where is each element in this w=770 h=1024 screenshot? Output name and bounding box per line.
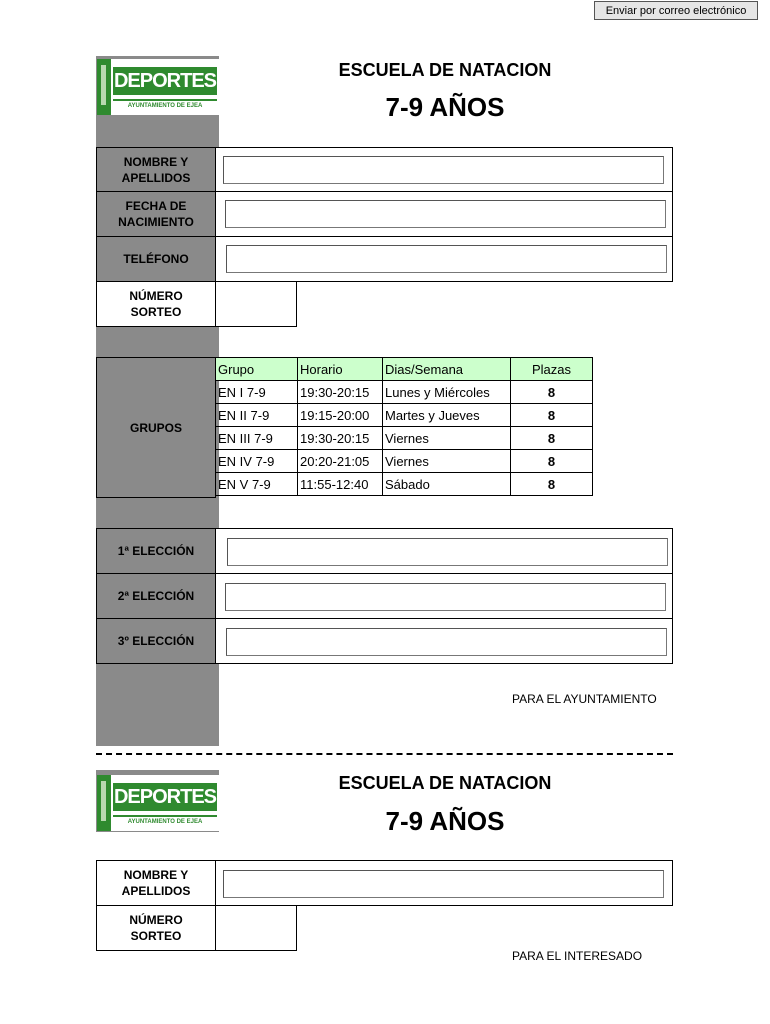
first-election-text: 1ª ELECCIÓN	[117, 544, 195, 558]
cut-line	[96, 753, 673, 755]
deportes-logo-copy	[97, 775, 219, 831]
send-email-button[interactable]: Enviar por correo electrónico	[594, 1, 758, 20]
copy-nombre-label	[96, 860, 216, 906]
para-ayuntamiento-caption: PARA EL AYUNTAMIENTO	[512, 692, 657, 706]
horario-cell: 19:15-20:00	[298, 404, 383, 427]
telefono-label	[96, 236, 216, 282]
copy-nombre-label-text: NOMBRE Y APELLIDOS	[121, 868, 191, 898]
fecha-label-text: FECHA DE NACIMIENTO	[118, 199, 194, 229]
grupo-cell: EN II 7-9	[216, 404, 298, 427]
plazas-cell: 8	[511, 427, 593, 450]
nombre-cell	[215, 147, 673, 192]
header-dias: Dias/Semana	[383, 358, 511, 381]
grupo-cell: EN I 7-9	[216, 381, 298, 404]
grupo-cell: EN IV 7-9	[216, 450, 298, 473]
second-election-cell	[215, 573, 673, 619]
horario-cell: 19:30-20:15	[298, 427, 383, 450]
copy-numero-sorteo-cell	[215, 905, 297, 951]
numero-sorteo-cell	[215, 281, 297, 327]
third-election-label	[96, 618, 216, 664]
copy-numero-label-text: NÚMERO SORTEO	[129, 913, 183, 943]
second-election-input[interactable]	[225, 583, 666, 611]
copy-subtitle: 7-9 AÑOS	[385, 806, 505, 836]
table-row	[216, 381, 593, 404]
plazas-cell: 8	[511, 450, 593, 473]
second-election-label	[96, 573, 216, 619]
third-election-text: 3º ELECCIÓN	[117, 634, 195, 648]
copy-numero-sorteo-label	[96, 905, 216, 951]
grupo-cell: EN III 7-9	[216, 427, 298, 450]
dias-cell: Sábado	[383, 473, 511, 496]
plazas-cell: 8	[511, 381, 593, 404]
nombre-label-text: NOMBRE Y APELLIDOS	[121, 154, 191, 185]
fecha-label	[96, 191, 216, 237]
table-row	[216, 450, 593, 473]
plazas-cell: 8	[511, 473, 593, 496]
groups-table-header	[216, 358, 593, 381]
copy-title: ESCUELA DE NATACION	[338, 773, 552, 793]
copy-nombre-cell	[215, 860, 673, 906]
numero-sorteo-label	[96, 281, 216, 327]
grupos-label-text: GRUPOS	[129, 420, 182, 435]
numero-label-text: NÚMERO SORTEO	[129, 289, 183, 319]
copy-nombre-input[interactable]	[223, 870, 664, 898]
page-subtitle: 7-9 AÑOS	[385, 92, 505, 122]
horario-cell: 20:20-21:05	[298, 450, 383, 473]
first-election-cell	[215, 528, 673, 574]
dias-cell: Viernes	[383, 450, 511, 473]
first-election-label	[96, 528, 216, 574]
telefono-label-text: TELÉFONO	[123, 252, 189, 266]
deportes-logo	[97, 59, 219, 115]
logo-bar	[97, 775, 111, 831]
horario-cell: 11:55-12:40	[298, 473, 383, 496]
nombre-input[interactable]	[223, 156, 664, 184]
header-plazas: Plazas	[511, 358, 593, 381]
second-election-text: 2ª ELECCIÓN	[117, 589, 195, 603]
logo-bar	[97, 59, 111, 115]
first-election-input[interactable]	[227, 538, 668, 566]
header-grupo: Grupo	[216, 358, 298, 381]
page-title: ESCUELA DE NATACION	[338, 60, 552, 80]
dias-cell: Martes y Jueves	[383, 404, 511, 427]
para-interesado-caption: PARA EL INTERESADO	[512, 949, 643, 963]
plazas-cell: 8	[511, 404, 593, 427]
telefono-cell	[215, 236, 673, 282]
third-election-cell	[215, 618, 673, 664]
nombre-label	[96, 147, 216, 192]
logo-word: DEPORTES	[113, 67, 217, 95]
logo-word: DEPORTES	[113, 783, 217, 811]
table-row	[216, 473, 593, 496]
telefono-input[interactable]	[226, 245, 667, 273]
groups-table	[215, 357, 593, 496]
third-election-input[interactable]	[226, 628, 667, 656]
dias-cell: Viernes	[383, 427, 511, 450]
table-row	[216, 427, 593, 450]
logo-subtitle: AYUNTAMIENTO DE EJEA	[113, 815, 217, 827]
dias-cell: Lunes y Miércoles	[383, 381, 511, 404]
grupo-cell: EN V 7-9	[216, 473, 298, 496]
logo-subtitle: AYUNTAMIENTO DE EJEA	[113, 99, 217, 111]
table-row	[216, 404, 593, 427]
fecha-nacimiento-input[interactable]	[225, 200, 666, 228]
fecha-cell	[215, 191, 673, 237]
grupos-label	[96, 357, 216, 498]
header-horario: Horario	[298, 358, 383, 381]
horario-cell: 19:30-20:15	[298, 381, 383, 404]
